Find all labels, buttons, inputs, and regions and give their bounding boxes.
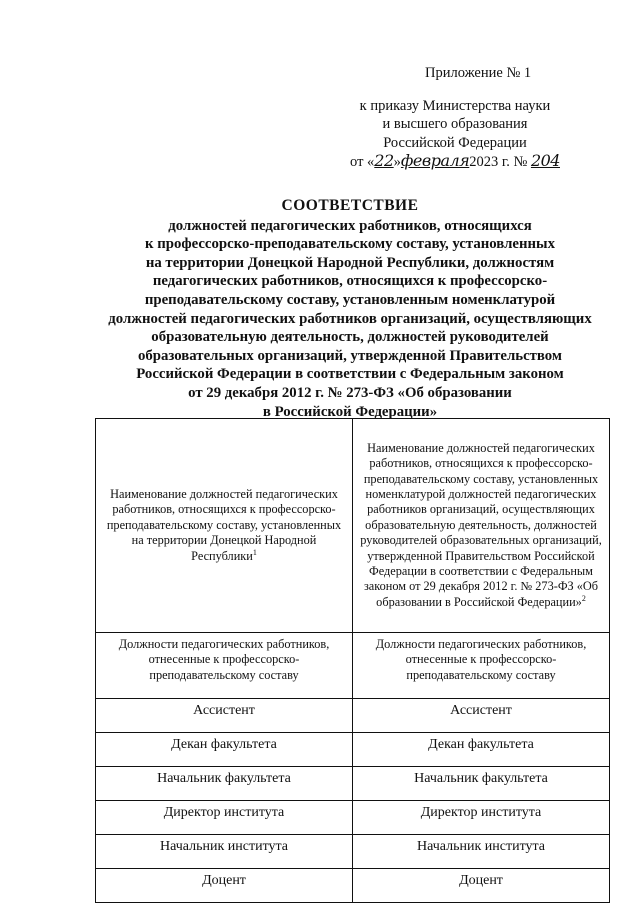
order-number-handwritten: 204 bbox=[530, 151, 560, 170]
table-row bbox=[96, 835, 610, 869]
header-left-text: Наименование должностей педагогических работников, относящихся к профессорско-преподавательскому составу, установленных на территории Донецкой Народной Республики bbox=[106, 486, 342, 563]
table-row bbox=[96, 767, 610, 801]
title-line: должностей педагогических работников организаций, осуществляющих bbox=[108, 310, 592, 327]
section-cell-right: Должности педагогических работников, отнесенные к профессорско-преподавательскому составу bbox=[353, 633, 610, 699]
title-line: должностей педагогических работников, относящихся bbox=[168, 217, 532, 234]
footnote-ref: 2 bbox=[581, 593, 586, 603]
table-row bbox=[96, 801, 610, 835]
table-cell-dnr: Директор института bbox=[96, 801, 353, 835]
annex-country-line: Российской Федерации bbox=[383, 134, 527, 151]
correspondence-table bbox=[95, 418, 610, 903]
title-line: Российской Федерации в соответствии с Федеральным законом bbox=[136, 366, 564, 383]
annex-date-line bbox=[330, 152, 580, 172]
date-mid: » bbox=[393, 154, 401, 170]
title-line: образовательных организаций, утвержденной Правительством bbox=[137, 347, 563, 364]
document-title bbox=[90, 197, 610, 421]
annex-title: Приложение № 1 bbox=[425, 65, 532, 81]
date-day-handwritten: 22 bbox=[374, 151, 394, 170]
table-row bbox=[96, 869, 610, 903]
annex-ministry-line: и высшего образования bbox=[382, 116, 528, 132]
table-cell-dnr: Доцент bbox=[96, 869, 353, 903]
table-cell-rf: Ассистент bbox=[353, 699, 610, 733]
title-line: преподавательскому составу, установленным номенклатурой bbox=[144, 291, 556, 308]
title-line: на территории Донецкой Народной Республики, должностям bbox=[145, 254, 555, 271]
title-line: к профессорско-преподавательскому составу, установленных bbox=[145, 236, 555, 253]
date-month-handwritten: февраля bbox=[400, 151, 470, 170]
header-cell-rf bbox=[353, 419, 610, 633]
table-cell-rf: Начальник института bbox=[353, 835, 610, 869]
table-cell-rf: Начальник факультета bbox=[353, 767, 610, 801]
title-line: образовательную деятельность, должностей руководителей bbox=[151, 329, 549, 346]
footnote-ref: 1 bbox=[252, 547, 257, 557]
annex-block bbox=[330, 64, 580, 172]
table-header-row bbox=[96, 419, 610, 633]
header-right-text: Наименование должностей педагогических работников, относящихся к профессорско-преподавательскому составу, установленных номенклатурой должностей педагогических работников организаций, осуществляющих образовательную деятельность, должностей руководителей образовательных организаций, утвержденной Правительством Российской Федерации в соответствии с Федеральным законом от 29 декабря 2012 г. № 273-ФЗ «Об образовании в Российской Федерации» bbox=[360, 440, 602, 609]
date-year: 2023 г. № bbox=[469, 154, 528, 170]
title-line: в Российской Федерации» bbox=[262, 403, 438, 420]
table-cell-dnr: Декан факультета bbox=[96, 733, 353, 767]
title-line: от 29 декабря 2012 г. № 273-ФЗ «Об образовании bbox=[188, 384, 512, 401]
title-heading: СООТВЕТСТВИЕ bbox=[281, 197, 419, 214]
section-cell-left: Должности педагогических работников, отнесенные к профессорско-преподавательскому составу bbox=[96, 633, 353, 699]
date-prefix: от « bbox=[350, 154, 375, 170]
header-cell-dnr bbox=[96, 419, 353, 633]
annex-order-line: к приказу Министерства науки bbox=[359, 97, 551, 114]
table-cell-rf: Директор института bbox=[353, 801, 610, 835]
table-section-row bbox=[96, 633, 610, 699]
table-cell-rf: Декан факультета bbox=[353, 733, 610, 767]
table-row bbox=[96, 699, 610, 733]
table-cell-dnr: Ассистент bbox=[96, 699, 353, 733]
table-cell-dnr: Начальник факультета bbox=[96, 767, 353, 801]
table-row bbox=[96, 733, 610, 767]
title-line: педагогических работников, относящихся к профессорско- bbox=[152, 273, 548, 290]
table-cell-dnr: Начальник института bbox=[96, 835, 353, 869]
table-cell-rf: Доцент bbox=[353, 869, 610, 903]
